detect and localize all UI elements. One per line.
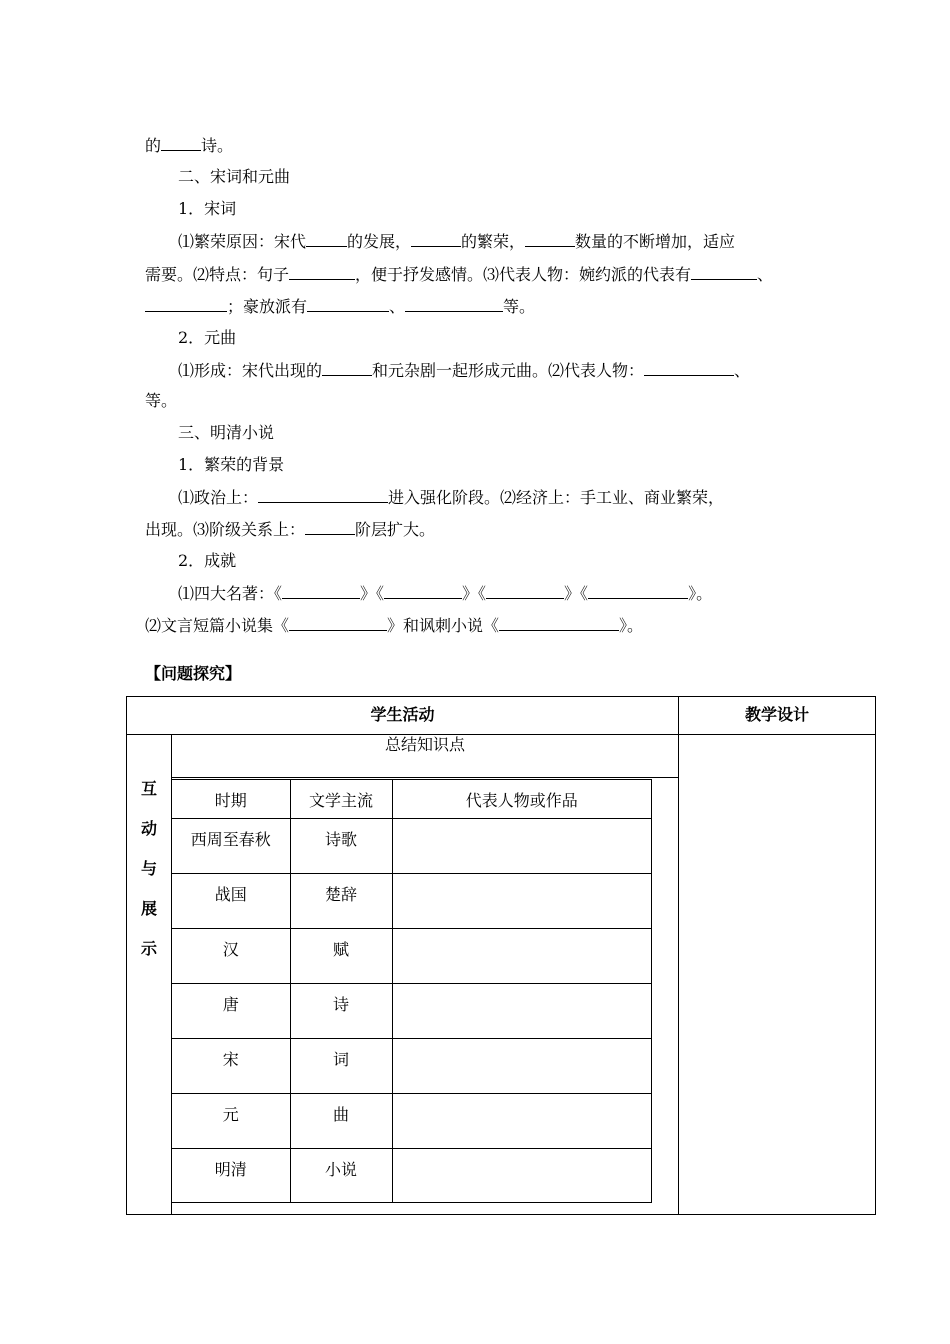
side-char: 与 — [140, 859, 157, 878]
side-label-interaction — [127, 769, 171, 969]
cell-period: 宋 — [172, 1038, 290, 1093]
side-char: 示 — [140, 939, 157, 958]
text-fragment: ⑴形成：宋代出现的 — [178, 361, 323, 380]
subheading-qu: 2．元曲 — [178, 328, 237, 347]
text-fragment: 的发展， — [347, 232, 412, 251]
column-divider — [678, 697, 679, 1214]
text-line-politics — [178, 487, 724, 507]
section-title-inquiry: 【问题探究】 — [145, 664, 242, 683]
text-fragment: 》。 — [688, 584, 713, 603]
cell-works[interactable] — [392, 983, 651, 1038]
table-header-row — [172, 780, 651, 818]
section-heading-2: 二、宋词和元曲 — [178, 167, 291, 186]
text-fragment: 进入强化阶段。⑵经济上：手工业、商业繁荣， — [388, 488, 725, 507]
table-row — [172, 1148, 651, 1203]
table-row — [172, 873, 651, 928]
text-line-haofang — [145, 296, 535, 316]
text-fragment: 》《 — [462, 584, 487, 603]
fill-blank[interactable] — [411, 231, 461, 247]
text-fragment: 、 — [757, 265, 774, 284]
cell-period: 汉 — [172, 928, 290, 983]
cell-works[interactable] — [392, 928, 651, 983]
side-char: 互 — [140, 779, 157, 798]
text-fragment: 的繁荣， — [461, 232, 526, 251]
column-header-genre: 文学主流 — [290, 780, 392, 818]
cell-genre: 赋 — [290, 928, 392, 983]
text-fragment: 和元杂剧一起形成元曲。⑵代表人物： — [372, 361, 645, 380]
table-row — [172, 1093, 651, 1148]
fill-blank[interactable] — [588, 583, 688, 599]
fill-blank[interactable] — [289, 615, 387, 631]
fill-blank[interactable] — [486, 583, 564, 599]
text-fragment: 》。 — [619, 616, 644, 635]
side-char: 动 — [140, 819, 157, 838]
header-teaching-design: 教学设计 — [744, 705, 809, 724]
text-fragment: ⑴四大名著：《 — [178, 584, 283, 603]
subheading-achievements: 2．成就 — [178, 551, 237, 570]
text-fragment: 诗。 — [201, 136, 234, 155]
cell-works[interactable] — [392, 818, 651, 873]
text-fragment: 数量的不断增加，适应 — [575, 232, 736, 251]
table-row — [172, 928, 651, 983]
cell-genre: 诗 — [290, 983, 392, 1038]
text-line-1 — [145, 135, 233, 155]
fill-blank[interactable] — [161, 135, 201, 151]
cell-period: 西周至春秋 — [172, 818, 290, 873]
text-line-formation — [178, 360, 750, 380]
fill-blank[interactable] — [384, 583, 462, 599]
cell-genre: 词 — [290, 1038, 392, 1093]
text-fragment: 等。 — [503, 297, 536, 316]
text-fragment: 、 — [389, 297, 406, 316]
text-line-four-classics — [178, 583, 712, 603]
table-caption: 总结知识点 — [384, 735, 465, 754]
fill-blank[interactable] — [644, 360, 734, 376]
fill-blank[interactable] — [306, 231, 347, 247]
text-fragment: 需要。⑵特点：句子 — [145, 265, 290, 284]
text-fragment: 的 — [145, 136, 162, 155]
cell-period: 唐 — [172, 983, 290, 1038]
cell-works[interactable] — [392, 873, 651, 928]
text-fragment: ⑴繁荣原因：宋代 — [178, 232, 307, 251]
text-fragment: ，便于抒发感情。⑶代表人物：婉约派的代表有 — [355, 265, 692, 284]
column-header-works: 代表人物或作品 — [392, 780, 651, 818]
cell-works[interactable] — [392, 1038, 651, 1093]
text-fragment: 》和讽刺小说《 — [387, 616, 500, 635]
cell-works[interactable] — [392, 1093, 651, 1148]
cell-genre: 诗歌 — [290, 818, 392, 873]
text-line-causes — [178, 231, 735, 251]
fill-blank[interactable] — [307, 296, 389, 312]
fill-blank[interactable] — [499, 615, 619, 631]
side-char: 展 — [140, 899, 157, 918]
subheading-background: 1．繁荣的背景 — [178, 455, 285, 474]
fill-blank[interactable] — [525, 231, 575, 247]
section-heading-3: 三、明清小说 — [178, 423, 275, 442]
table-row — [172, 983, 651, 1038]
header-student-activity: 学生活动 — [370, 705, 435, 724]
fill-blank[interactable] — [305, 519, 355, 535]
text-fragment: ；豪放派有 — [227, 297, 308, 316]
fill-blank[interactable] — [405, 296, 503, 312]
text-fragment: ⑵文言短篇小说集《 — [145, 616, 290, 635]
literature-summary-table — [171, 779, 652, 1203]
subheading-ci: 1．宋词 — [178, 199, 237, 218]
cell-genre: 小说 — [290, 1148, 392, 1203]
text-fragment: 、 — [734, 361, 751, 380]
fill-blank[interactable] — [289, 264, 355, 280]
table-row — [172, 818, 651, 873]
cell-genre: 曲 — [290, 1093, 392, 1148]
text-line-class — [145, 519, 435, 539]
text-fragment: 》《 — [360, 584, 385, 603]
caption-divider — [171, 777, 678, 778]
cell-period: 战国 — [172, 873, 290, 928]
text-fragment: ⑴政治上： — [178, 488, 259, 507]
text-fragment: 出现。⑶阶级关系上： — [145, 520, 306, 539]
text-line-short-stories — [145, 615, 643, 635]
cell-period: 明清 — [172, 1148, 290, 1203]
fill-blank[interactable] — [258, 487, 388, 503]
fill-blank[interactable] — [282, 583, 360, 599]
cell-genre: 楚辞 — [290, 873, 392, 928]
fill-blank[interactable] — [691, 264, 757, 280]
fill-blank[interactable] — [145, 296, 227, 312]
text-line-features — [145, 264, 773, 284]
text-fragment: 》《 — [564, 584, 589, 603]
text-fragment: 阶层扩大。 — [355, 520, 436, 539]
cell-period: 元 — [172, 1093, 290, 1148]
column-header-period: 时期 — [172, 780, 290, 818]
text-line-etc: 等。 — [145, 391, 178, 410]
fill-blank[interactable] — [322, 360, 372, 376]
table-row — [172, 1038, 651, 1093]
cell-works[interactable] — [392, 1148, 651, 1203]
